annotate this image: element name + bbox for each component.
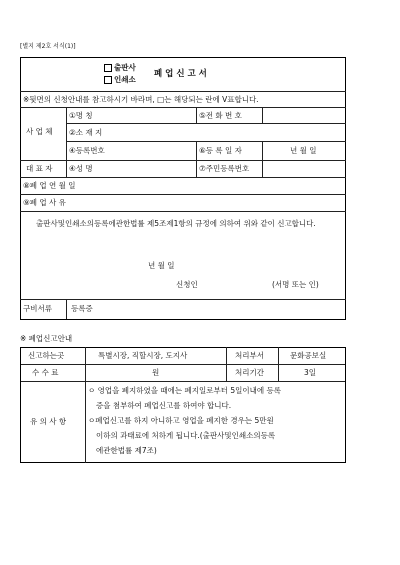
representative-name-label: ④성 명 xyxy=(69,164,93,173)
address-label: ②소 재 지 xyxy=(69,128,103,137)
row-line xyxy=(66,123,346,124)
resident-number-label: ⑦주민등록번호 xyxy=(199,164,250,173)
row-line xyxy=(20,160,346,161)
col-line xyxy=(278,347,279,381)
application-date: 년 월 일 xyxy=(148,261,175,270)
note1-line1: ㅇ 영업을 폐지하였을 때에는 폐지일로부터 5일이내에 등록 xyxy=(88,386,281,395)
publisher-option-label: 출판사 xyxy=(114,63,136,72)
phone-label: ⑤전 화 번 호 xyxy=(199,111,242,120)
note2-line2: 이하의 과태료에 처하게 됩니다.(출판사및인쇄소의등록 xyxy=(96,431,276,440)
registration-date-value: 년 월 일 xyxy=(290,146,317,155)
form-left-border xyxy=(20,57,21,320)
processing-period-label: 처리기간 xyxy=(235,368,264,377)
fee-value: 원 xyxy=(152,368,160,377)
business-group-label: 사 업 체 xyxy=(26,127,53,136)
row-line xyxy=(20,299,346,300)
note1-line2: 증을 첨부하여 폐업신고를 하여야 합니다. xyxy=(96,401,232,410)
col-line xyxy=(196,141,197,177)
row-line xyxy=(20,381,346,382)
filing-office-value: 특별시장, 직할시장, 도지사 xyxy=(98,351,188,360)
department-label: 처리부서 xyxy=(235,351,264,360)
row-line xyxy=(20,364,346,365)
filing-office-label: 신고하는곳 xyxy=(28,351,65,360)
row-line xyxy=(20,91,346,92)
note2-line1: ㅇ폐업신고를 하지 아니하고 영업을 폐지한 경우는 5만원 xyxy=(88,416,274,425)
signature-label: (서명 또는 인) xyxy=(272,280,319,289)
printer-option-label: 인쇄소 xyxy=(114,75,136,84)
applicant-label: 신청인 xyxy=(176,280,198,289)
business-name-label: ①명 칭 xyxy=(69,111,93,120)
col-line xyxy=(196,107,197,124)
form-bottom-border xyxy=(20,319,346,320)
printer-checkbox[interactable] xyxy=(104,76,112,84)
col-line xyxy=(85,347,86,463)
row-line xyxy=(20,211,346,212)
required-docs-value: 등록증 xyxy=(71,304,93,313)
closure-reason-label: ⑨폐 업 사 유 xyxy=(23,198,66,207)
instruction-text: ※뒷면의 신청안내를 참고하시기 바라며, □는 해당되는 란에 V표합니다. xyxy=(23,95,259,104)
guide-title: ※ 폐업신고안내 xyxy=(20,334,73,343)
row-line xyxy=(20,177,346,178)
registration-date-label: ⑥등 록 일 자 xyxy=(199,146,242,155)
col-line xyxy=(262,107,263,124)
processing-period-value: 3일 xyxy=(304,368,317,377)
form-code: [별지 제2호 서식(1)] xyxy=(20,43,76,50)
col-line xyxy=(66,299,67,319)
row-line xyxy=(20,347,346,348)
col-line xyxy=(345,347,346,463)
col-line xyxy=(20,347,21,463)
col-line xyxy=(262,141,263,177)
publisher-checkbox[interactable] xyxy=(104,64,112,72)
notes-label: 유 의 사 항 xyxy=(30,417,67,426)
row-line xyxy=(66,141,346,142)
col-line xyxy=(66,107,67,177)
registration-number-label: ④등록번호 xyxy=(69,146,105,155)
closure-date-label: ⑧폐 업 연 월 일 xyxy=(23,181,76,190)
row-line xyxy=(20,462,346,463)
department-value: 문화공보실 xyxy=(290,351,327,360)
col-line xyxy=(226,347,227,381)
row-line xyxy=(20,194,346,195)
required-docs-label: 구비서류 xyxy=(23,304,52,313)
declaration-statement: 출판사및인쇄소의등록에관한법률 제5조제1항의 규정에 의하여 위와 같이 신고합니다. xyxy=(36,219,316,228)
fee-label: 수 수 료 xyxy=(32,368,59,377)
representative-group-label: 대 표 자 xyxy=(26,164,53,173)
row-line xyxy=(20,107,346,108)
note2-line3: 에관한법률 제7조) xyxy=(96,446,157,455)
form-top-border xyxy=(20,57,346,58)
form-right-border xyxy=(345,57,346,320)
form-title: 폐 업 신 고 서 xyxy=(154,69,207,79)
